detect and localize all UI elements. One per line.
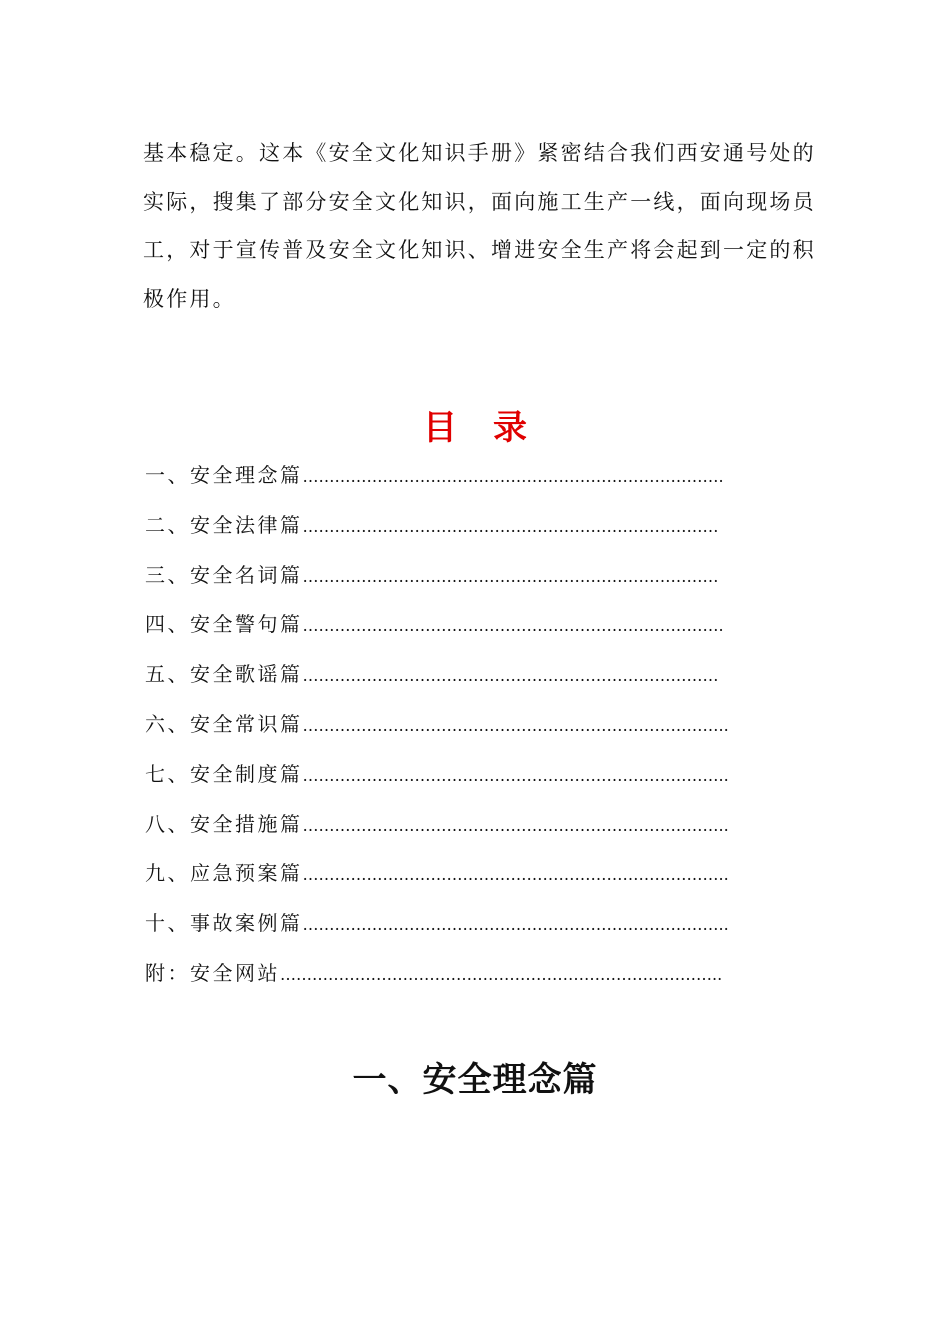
intro-line-3: 工，对于宣传普及安全文化知识、增进安全生产将会起到一定的积	[143, 238, 816, 262]
toc-item-4[interactable]	[145, 609, 765, 659]
toc-item-leader: …………………………………………………………………….	[302, 467, 724, 486]
toc-item-label: 三、安全名词篇	[145, 562, 303, 587]
toc-item-leader: ……………………………………………………………………..	[302, 915, 729, 935]
toc-item-label: 五、安全歌谣篇	[145, 662, 303, 687]
toc-item-label: 八、安全措施篇	[145, 811, 303, 836]
toc-item-leader: ……………………………………………………………………	[302, 666, 719, 686]
toc-item-5[interactable]	[145, 659, 765, 709]
toc-item-9[interactable]	[145, 858, 765, 908]
toc-title-char-2: 录	[493, 408, 527, 448]
toc-item-leader: ……………………………………………………………………..	[302, 765, 729, 785]
intro-paragraph	[143, 132, 815, 326]
toc-title-char-1: 目	[423, 408, 457, 448]
toc-item-label: 附：安全网站	[145, 960, 280, 985]
toc-item-1[interactable]	[145, 460, 765, 510]
toc-item-label: 六、安全常识篇	[145, 711, 303, 736]
toc-item-leader: ………………………………………………………………………..	[280, 964, 723, 984]
toc-item-leader: ……………………………………………………………………..	[302, 715, 729, 735]
section-heading: 一、安全理念篇	[352, 1060, 598, 1100]
toc-item-leader: ……………………………………………………………………	[302, 516, 719, 536]
toc-item-label: 十、事故案例篇	[145, 911, 303, 936]
intro-line-2: 实际，搜集了部分安全文化知识，面向施工生产一线，面向现场员	[143, 189, 816, 214]
toc-item-2[interactable]	[145, 510, 765, 560]
toc-item-3[interactable]	[145, 560, 765, 610]
toc-item-label: 二、安全法律篇	[145, 512, 303, 537]
toc-item-leader: ……………………………………………………………………..	[302, 815, 729, 835]
intro-line-4: 极作用。	[143, 286, 236, 311]
toc-item-leader: ……………………………………………………………………	[302, 566, 719, 586]
table-of-contents	[145, 460, 765, 1008]
toc-item-6[interactable]	[145, 709, 765, 759]
toc-item-8[interactable]	[145, 809, 765, 859]
toc-item-label: 七、安全制度篇	[145, 761, 303, 786]
toc-item-appendix[interactable]	[145, 958, 765, 1008]
toc-item-10[interactable]	[145, 908, 765, 958]
toc-item-label: 一、安全理念篇	[145, 463, 303, 487]
toc-item-label: 四、安全警句篇	[145, 612, 303, 637]
toc-item-7[interactable]	[145, 759, 765, 809]
toc-item-label: 九、应急预案篇	[145, 861, 303, 886]
toc-item-leader: …………………………………………………………………….	[302, 616, 724, 636]
intro-line-1: 基本稳定。这本《安全文化知识手册》紧密结合我们西安通号处的	[143, 141, 816, 165]
toc-title	[0, 400, 950, 449]
toc-item-leader: ……………………………………………………………………..	[302, 865, 729, 885]
